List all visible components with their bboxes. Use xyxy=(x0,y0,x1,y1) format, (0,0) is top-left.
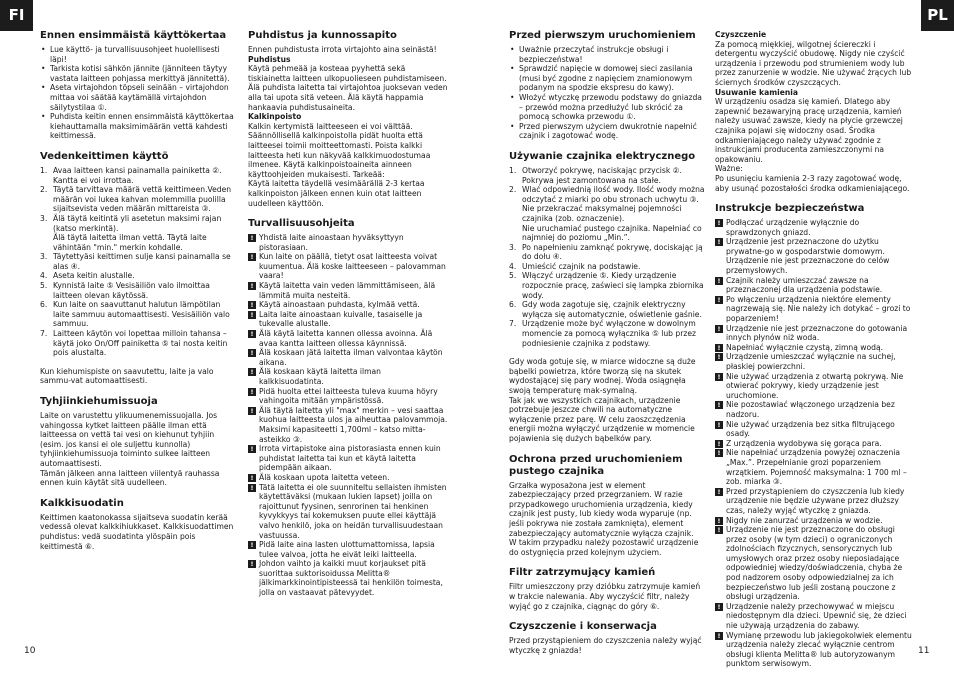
warning-item xyxy=(248,300,448,310)
list-item xyxy=(40,281,235,300)
item-number: 7. xyxy=(40,329,48,339)
list-item: • Włożyć wtyczkę przewodu podstawy do gniazda – przewód można przedłużyć lub skrócić za pomocą schowka przewodu ①. xyxy=(509,93,705,122)
paragraph: Filtr umieszczony przy dzióbku zatrzymuje kamień w trakcie nalewania. Aby wyczyścić filtr, należy wyjąć go z czajnika, ciągnąc do góry ⑥. xyxy=(509,582,701,611)
item-number: 2. xyxy=(40,185,48,195)
item-text: Aseta keitin alustalle. xyxy=(53,271,135,281)
warning-item xyxy=(248,233,448,252)
warning-item xyxy=(248,310,448,329)
warning-icon: ! xyxy=(715,517,723,525)
heading-cleaning: Puhdistus ja kunnossapito xyxy=(248,30,397,41)
warning-text: Z urządzenia wydobywa się gorąca para. xyxy=(726,438,882,448)
paragraph: Käytä laitetta täydellä vesimäärällä 2-3 kertaa kalkinpoiston jälkeen ennen kuin otat laitteen uudelleen käyttöön. xyxy=(248,179,425,208)
warning-item xyxy=(715,324,915,343)
warning-text: Älä koskaan käytä laitetta ilman kalkkisuodatinta. xyxy=(259,367,381,386)
subheading: Czyszczenie xyxy=(715,30,767,39)
warning-icon: ! xyxy=(248,368,256,376)
warning-text: Kun laite on päällä, tietyt osat laitteesta voivat kuumentua. Älä koske laitteeseen – palovamman vaara! xyxy=(259,252,446,281)
heading-limescale-filter: Kalkkisuodatin xyxy=(40,497,124,509)
warning-text: Pidä huolta ettei laitteesta tuleva kuuma höyry vahingoita mitään ympäristössä. xyxy=(259,386,438,406)
item-text: Otworzyć pokrywę, naciskając przycisk ②. Pokrywa jest zamontowana na stałe. xyxy=(522,165,682,185)
warning-item xyxy=(715,276,915,295)
column-pl-1 xyxy=(509,30,705,655)
subheading: Puhdistus xyxy=(248,54,291,64)
language-tab-fi: FI xyxy=(0,0,33,31)
warning-item xyxy=(248,281,448,300)
list-item xyxy=(509,243,705,262)
heading-kettle-use: Vedenkeittimen käyttö xyxy=(40,150,169,162)
warning-item xyxy=(715,400,915,419)
warning-text: Älä käytä laitetta kannen ollessa avoinna. Älä avaa kantta laitteen ollessa käynnissä. xyxy=(259,329,433,348)
list-item xyxy=(509,204,705,223)
heading-before-first-use-pl: Przed pierwszym uruchomieniem xyxy=(509,30,696,41)
item-number: 2. xyxy=(509,185,517,195)
heading-dry-boil-protection: Tyhjiinkiehumissuoja xyxy=(40,396,158,407)
warning-item xyxy=(715,295,915,324)
page-number-left: 10 xyxy=(24,646,36,656)
warning-icon: ! xyxy=(248,301,256,309)
warning-text: Urządzenie nie jest przeznaczone do gotowania innych płynów niż woda. xyxy=(726,323,908,343)
item-text: Täytettyäsi keittimen sulje kansi painamalla se alas ④. xyxy=(53,252,231,271)
warning-text: Przed przystąpieniem do czyszczenia lub kiedy urządzenie nie będzie używane przez dłuższy czas, należy wyjąć wtyczkę z gniazda. xyxy=(726,486,905,515)
warning-icon: ! xyxy=(715,440,723,448)
paragraph: Po usunięciu kamienia 2-3 razy zagotować wodę, aby usunąć pozostałości środka odkamieniającego. xyxy=(715,173,910,193)
item-text: Nie uruchamiać pustego czajnika. Napełniać co najmniej do poziomu „Min.”. xyxy=(522,223,702,243)
warning-item xyxy=(715,439,915,449)
warning-item xyxy=(248,540,448,559)
item-number: 1. xyxy=(509,165,517,175)
warning-icon: ! xyxy=(715,296,723,304)
warning-icon: ! xyxy=(248,282,256,290)
warning-icon: ! xyxy=(715,421,723,429)
warning-text: Nie pozostawiać włączonego urządzenia bez nadzoru. xyxy=(726,400,895,419)
warning-text: Tätä laitetta ei ole suunniteltu sellaisten ihmisten käytettäväksi (mukaan lukien lapset) joilla on rajoittunut fyysinen, senrorinen tai henkinen kyvykkyys tai kokemuksen puute ellei käyttäjä valvo henkilö, joka on heidän turvallisuudestaan vastuussa. xyxy=(259,482,447,540)
warning-text: Älä täytä laitetta yli "max" merkin – vesi saattaa kuohua laitteesta ulos ja aiheuttaa palovammoja. Maksimi kapasiteetti 1,700ml – katso mitta-asteikko ③. xyxy=(259,405,448,444)
column-pl-2 xyxy=(715,30,915,669)
paragraph: Ennen puhdistusta irrota virtajohto aina seinästä! xyxy=(248,45,437,54)
list-item xyxy=(509,262,705,272)
warning-icon: ! xyxy=(248,349,256,357)
warning-text: Älä koskaan jätä laitetta ilman valvontaa käytön aikana. xyxy=(259,348,443,367)
warning-list xyxy=(715,218,915,669)
list-item xyxy=(509,224,705,243)
warning-item xyxy=(715,218,915,237)
list-item xyxy=(40,233,235,252)
warning-text: Urządzenie nie jest przeznaczone do obsługi przez osoby (w tym dzieci) o ograniczonych zdolnościach fizycznych, sensorycznych lub umysłowych oraz przez osoby nieposiadające odpowiedniej wiedzy/doświadczenia, chyba że pod nadzorem osoby odpowiedzialnej za ich bezpieczeństwo lub jeśli zostaną pouczone z obsługi urządzenia. xyxy=(726,525,903,602)
list-item xyxy=(509,300,705,319)
column-fi-2 xyxy=(248,30,448,598)
item-text: Älä täytä keitintä yli asetetun maksimi rajan (katso merkintä). xyxy=(53,213,222,233)
warning-item xyxy=(248,252,448,281)
list-item: • Uważnie przeczytać instrukcje obsługi i bezpieczeństwa! xyxy=(509,45,705,64)
warning-icon: ! xyxy=(715,488,723,496)
list-item: • Aseta virtajohdon töpseli seinään – virtajohdon mittaa voi säätää kaytämällä virtajohdon säilytystilaa ①. xyxy=(40,83,235,112)
warning-item xyxy=(715,525,915,602)
warning-icon: ! xyxy=(715,401,723,409)
warning-item xyxy=(715,448,915,486)
item-text: Gdy woda zagotuje się, czajnik elektryczny wyłącza się automatycznie, oświetlenie gaśnie. xyxy=(522,300,702,319)
item-text: Po napełnieniu zamknąć pokrywę, dociskając ją do dołu ④. xyxy=(522,242,703,262)
warning-item xyxy=(248,387,448,406)
item-text: Wlać odpowiednią ilość wody. Ilość wody można odczytać z miarki po obu stronach uchwytu ③. xyxy=(522,185,705,204)
list-item xyxy=(40,166,235,185)
warning-icon: ! xyxy=(715,603,723,611)
warning-text: Urządzenie jest przeznaczone do użytku prywatne-go w gospodarstwie domowym. Urządzenie nie jest przeznaczone do celów przemysłowych. xyxy=(726,237,890,276)
warning-item xyxy=(248,483,448,541)
warning-icon: ! xyxy=(715,325,723,333)
list-item xyxy=(40,185,235,214)
list-item xyxy=(509,319,705,348)
warning-icon: ! xyxy=(715,238,723,246)
paragraph: W takim przypadku należy pozostawić urządzenie do ostygnięcia przed kolejnym użyciem. xyxy=(509,538,699,557)
paragraph: Gdy woda gotuje się, w miarce widoczne są duże bąbelki powietrza, które tworzą się na skutek wydostającej się pary wodnej. Woda osiągnęła swoją temperaturę mak-symalną. xyxy=(509,357,696,395)
list-item: • Puhdista keitin ennen ensimmäistä käyttökertaa kiehauttamalla maksimimäärän vettä kahdesti keittimessä. xyxy=(40,112,235,141)
item-number: 5. xyxy=(509,271,517,281)
warning-text: Nie napełniać urządzenia powyżej oznaczenia „Max.”. Przepełnianie grozi poparzeniem wrzątkiem. Pojemność maksymalna: 1 700 ml – zob. miarka ③. xyxy=(726,448,907,487)
warning-item xyxy=(248,473,448,483)
warning-icon: ! xyxy=(715,353,723,361)
warning-icon: ! xyxy=(248,253,256,261)
warning-text: Nie używać urządzenia bez sitka filtrującego osady. xyxy=(726,419,895,439)
warning-text: Pidä laite aina lasten ulottumattomissa, lapsia tulee valvoa, jotta he eivät leiki laitteella. xyxy=(259,540,435,559)
warning-icon: ! xyxy=(715,219,723,227)
warning-item xyxy=(715,343,915,353)
warning-item xyxy=(715,237,915,275)
column-fi-1 xyxy=(40,30,235,550)
heading-filter-pl: Filtr zatrzymujący kamień xyxy=(509,567,656,579)
warning-text: Wymianę przewodu lub jakiegokolwiek elementu urządzenia należy zlecać wyłącznie centrom obsługi klienta Melitta® lub autoryzowanym punktom serwisowym. xyxy=(726,630,912,669)
paragraph: Laite on varustettu ylikuumenemissuojalla. Jos vahingossa kytket laitteen päälle ilman että laitteessa on vettä tai vesi on kiehunut tyhjiin (esim. jos kansi ei ole suljettu kunnolla) tyhjiinkiehumissuoja toiminto sulkee laitteen automaattisesti. xyxy=(40,411,218,468)
warning-text: Napełniać wyłącznie czystą, zimną wodą. xyxy=(726,342,884,352)
warning-text: Käytä ainoastaan puhdasta, kylmää vettä. xyxy=(259,300,420,310)
warning-icon: ! xyxy=(248,541,256,549)
warning-text: Czajnik należy umieszczać zawsze na przeznaczonej dla urządzenia podstawie. xyxy=(726,275,883,295)
warning-item xyxy=(715,420,915,439)
item-text: Älä täytä laitetta ilman vettä. Täytä laite vähintään "min." merkin kohdalle. xyxy=(53,233,207,252)
warning-icon: ! xyxy=(715,277,723,285)
list-item xyxy=(509,185,705,204)
warning-text: Podłączać urządzenie wyłącznie do sprawdzonych gniazd. xyxy=(726,218,860,237)
warning-icon: ! xyxy=(715,632,723,640)
warning-text: Älä koskaan upota laitetta veteen. xyxy=(259,472,390,482)
bullet-list xyxy=(40,45,235,141)
paragraph: Tämän jälkeen anna laitteen viilentyä rauhassa ennen kuin käytät sitä uudelleen. xyxy=(40,468,220,488)
paragraph: Tak jak we wszystkich czajnikach, urządzenie potrzebuje jeszcze chwili na automatyczne wyłączenie przez parę. W celu zaoszczędzenia energii można wyłączyć urządzenie w momencie pojawienia się dużych bąbelków pary. xyxy=(509,395,695,443)
warning-icon: ! xyxy=(248,311,256,319)
warning-item xyxy=(715,516,915,526)
page-number-right: 11 xyxy=(918,646,930,656)
item-number: 5. xyxy=(40,281,48,291)
subheading: Usuwanie kamienia xyxy=(715,87,799,97)
warning-icon: ! xyxy=(248,445,256,453)
item-text: Laitteen käytön voi lopettaa milloin tahansa – käytä joko On/Off painiketta ⑤ tai nosta keitin pois alustalta. xyxy=(53,329,228,358)
warning-text: Urządzenie należy przechowywać w miejscu niedostępnym dla dzieci. Upewnić się, że dzieci nie używają urządzenia do zabawy. xyxy=(726,601,907,631)
warning-item xyxy=(248,444,448,473)
warning-item xyxy=(248,329,448,348)
warning-item xyxy=(715,631,915,669)
item-number: 4. xyxy=(509,261,517,271)
warning-item xyxy=(715,352,915,371)
heading-safety-pl: Instrukcje bezpieczeństwa xyxy=(715,203,865,215)
bullet-list xyxy=(509,45,705,141)
paragraph: Grzałka wyposażona jest w element zabezpieczający przed przegrzaniem. W razie przypadkowego uruchomienia urządzenia, kiedy czajnik jest pusty, lub kiedy woda wyparuje (np. jeśli pokrywa nie została zamknięta), element zabezpieczający automatycznie wyłącza czajnik. xyxy=(509,480,694,538)
item-number: 4. xyxy=(40,271,48,281)
heading-before-first-use: Ennen ensimmäistä käyttökertaa xyxy=(40,30,227,41)
list-item: • Tarkista kotisi sähkön jännite (jänniteen täytyy vastata laitteen pohjassa merkittyä jännitettä). xyxy=(40,64,235,83)
warning-item xyxy=(248,559,448,597)
item-text: Umieścić czajnik na podstawie. xyxy=(522,261,641,271)
list-item xyxy=(40,252,235,271)
warning-icon: ! xyxy=(715,373,723,381)
warning-icon: ! xyxy=(248,407,256,415)
item-number: 7. xyxy=(509,319,517,329)
list-item xyxy=(40,329,235,358)
item-number: 3. xyxy=(509,242,517,252)
item-text: Avaa laitteen kansi painamalla painiketta ②. Kantta ei voi irrottaa. xyxy=(53,165,222,185)
paragraph: Za pomocą miękkiej, wilgotnej ściereczki i detergentu wyczyścić obudowę. Nigdy nie czyścić urządzenia i przewodu pod strumieniem wody lub przez zanurzenie w wodzie. Nie używać żrących lub ściernych środków czyszczących. xyxy=(715,39,912,87)
warning-text: Urządzenie umieszczać wyłącznie na suchej, płaskiej powierzchni. xyxy=(726,352,896,371)
list-item xyxy=(509,271,705,300)
list-item xyxy=(509,166,705,185)
paragraph: Käytä pehmeää ja kosteaa pyyhettä sekä tiskiainetta laitteen ulkopuolieseen puhdistamiseen. Älä puhdista laitetta tai virtajohtoa juoksevan veden alla tai upota sitä veteen. Älä käytä happamia hankaavia puhdistusaineita. xyxy=(248,64,448,112)
heading-kettle-use-pl: Używanie czajnika elektrycznego xyxy=(509,150,696,162)
item-text: Nie przekraczać maksymalnej pojemności czajnika (zob. oznaczenie). xyxy=(522,204,682,223)
warning-item xyxy=(715,372,915,401)
item-number: 1. xyxy=(40,165,48,175)
item-text: Włączyć urządzenie ⑤. Kiedy urządzenie rozpocznie pracę, zaświeci się lampka zbiornika wody. xyxy=(522,271,704,300)
paragraph: Ważne: xyxy=(715,164,743,174)
warning-item xyxy=(248,367,448,386)
warning-icon: ! xyxy=(248,484,256,492)
paragraph: Przed przystąpieniem do czyszczenia należy wyjąć wtyczkę z gniazda! xyxy=(509,636,702,655)
list-item: • Sprawdzić napięcie w domowej sieci zasilania (musi być zgodne z napięciem znamionowym podanym na spodzie ekspresu do kawy). xyxy=(509,64,705,93)
list-item xyxy=(40,214,235,233)
warning-item xyxy=(715,487,915,516)
subheading: Kalkinpoisto xyxy=(248,112,302,122)
paragraph: Kun kiehumispiste on saavutettu, laite ja valo sammu-vat automaattisesti. xyxy=(40,366,214,386)
numbered-list xyxy=(40,166,235,358)
paragraph: Keittimen kaatonokassa sijaitseva suodatin kerää vedessä olevat kalkkihiukkaset. Kalkkisuodattimen puhdistus: vedä suodatinta ylöspäin pois keittimestä ⑥. xyxy=(40,512,234,551)
warning-item xyxy=(715,602,915,631)
item-text: Urządzenie może być wyłączone w dowolnym momencie za pomocą wyłącznika ⑤ lub przez podniesienie czajnika z podstawy. xyxy=(522,319,696,348)
list-item xyxy=(40,271,235,281)
paragraph: Kalkin kertymistä laitteeseen ei voi välttää. Säännöllisellä kalkinpoistolla pidät huolta että laitteesei toimii moitteettomasti. Poista kalkki laitteesta heti kun näkyvää kalkkimuodostumaa ilmenee. Käytä kalkinpoistoaineita ainneen käyttoohjeiden mukaisesti. Tarkeää: xyxy=(248,121,431,179)
item-number: 6. xyxy=(509,300,517,310)
warning-text: Laita laite ainoastaan kuivalle, tasaiselle ja tukevalle alustalle. xyxy=(259,309,423,329)
warning-text: Nigdy nie zanurzać urządzenia w wodzie. xyxy=(726,515,883,525)
warning-icon: ! xyxy=(715,344,723,352)
warning-text: Yhdistä laite ainoastaan hyväksyttyyn pistorasiaan. xyxy=(259,233,404,252)
warning-icon: ! xyxy=(715,526,723,534)
warning-list xyxy=(248,233,448,598)
list-item xyxy=(40,300,235,329)
item-text: Täytä tarvittava määrä vettä keittimeen.Veden määrän voi lukea kahvan molemmilla puolilla sijaitsevista veden määrän mittareista ③. xyxy=(53,185,232,214)
item-text: Kynnistä laite ⑤ Vesisäiliön valo ilmoittaa laitteen olevan käytössä. xyxy=(53,281,210,300)
heading-cleaning-pl: Czyszczenie i konserwacja xyxy=(509,621,657,633)
warning-icon: ! xyxy=(248,560,256,568)
item-number: 6. xyxy=(40,300,48,310)
list-item: • Lue käyttö- ja turvallisuusohjeet huolellisesti läpi! xyxy=(40,45,235,64)
language-tab-pl: PL xyxy=(921,0,954,31)
warning-text: Nie używać urządzenia z otwartą pokrywą. Nie otwierać pokrywy, kiedy urządzenie jest uruchomione. xyxy=(726,371,904,400)
item-number: 3. xyxy=(40,213,48,223)
warning-text: Po włączeniu urządzenia niektóre elementy nagrzewają się. Nie należy ich dotykać – grozi to poparzeniem! xyxy=(726,294,911,324)
warning-text: Johdon vaihto ja kaikki muut korjaukset pitä suorittaa suktorisoidussa Melitta® jälkimarkkinointipisteessä tai henkilön toimesta, jolla on vastaavat pätevyydet. xyxy=(259,559,443,598)
heading-dry-boil-protection-pl: Ochrona przed uruchomieniem pustego czajnika xyxy=(509,453,683,477)
item-text: Kun laite on saavuttanut halutun lämpötilan laite sammuu automaattisesti. Vesisäiliön valo sammuu. xyxy=(53,300,230,329)
warning-icon: ! xyxy=(248,234,256,242)
warning-icon: ! xyxy=(248,330,256,338)
warning-text: Irrota virtapistoke aina pistorasiasta ennen kuin puhdistat laitetta tai kun et käytä laitetta pidempään aikaan. xyxy=(259,444,441,473)
warning-icon: ! xyxy=(248,474,256,482)
warning-text: Käytä laitetta vain veden lämmittämiseen, älä lämmitä muita nesteitä. xyxy=(259,281,436,300)
item-number: 3. xyxy=(40,252,48,262)
heading-safety: Turvallisuusohjeita xyxy=(248,218,355,230)
numbered-list xyxy=(509,166,705,348)
warning-item xyxy=(248,406,448,444)
list-item: • Przed pierwszym użyciem dwukrotnie napełnić czajnik i zagotować wodę. xyxy=(509,122,705,141)
paragraph: W urządzeniu osadza się kamień. Dlatego aby zapewnić bezawaryjną pracę urządzenia, kamień należy usuwać zawsze, kiedy na płycie grzewczej czajnika pojawi się widoczny osad. Środka odkamieniającego należy używać zgodnie z instrukcjami producenta zamieszczonymi na opakowaniu. xyxy=(715,97,903,164)
warning-item xyxy=(248,348,448,367)
warning-icon: ! xyxy=(248,388,256,396)
warning-icon: ! xyxy=(715,449,723,457)
